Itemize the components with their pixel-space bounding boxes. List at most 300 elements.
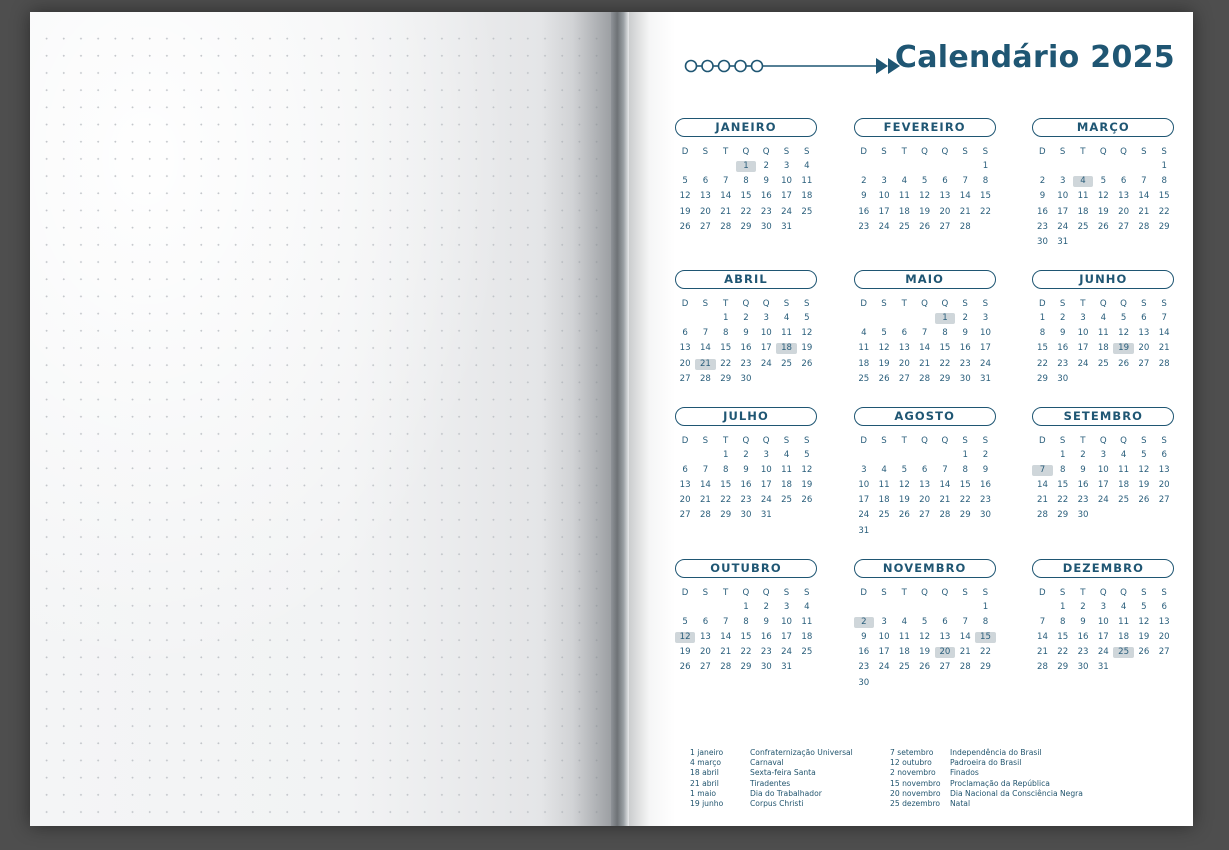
day-cell[interactable]: 12 xyxy=(919,191,931,202)
day-cell[interactable]: 18 xyxy=(858,358,870,369)
day-cell[interactable]: 29 xyxy=(1057,662,1069,673)
day-cell[interactable]: 14 xyxy=(1138,191,1150,202)
day-cell[interactable]: 19 xyxy=(801,480,813,491)
day-cell[interactable]: 4 xyxy=(804,601,810,612)
day-cell[interactable]: 26 xyxy=(1138,495,1150,506)
day-cell[interactable]: 19 xyxy=(919,206,931,217)
day-cell[interactable]: 24 xyxy=(760,495,772,506)
day-cell[interactable]: 9 xyxy=(1060,328,1066,339)
day-cell[interactable]: 30 xyxy=(760,662,772,673)
day-cell[interactable]: 8 xyxy=(982,616,989,627)
day-cell[interactable]: 25 xyxy=(781,358,793,369)
day-cell[interactable]: 23 xyxy=(760,647,772,658)
day-cell[interactable]: 10 xyxy=(878,632,890,642)
day-cell[interactable]: 19 xyxy=(1113,343,1133,354)
day-cell[interactable]: 6 xyxy=(1161,601,1167,612)
day-cell[interactable]: 30 xyxy=(959,373,971,384)
day-cell[interactable]: 20 xyxy=(1118,206,1130,217)
day-cell[interactable]: 8 xyxy=(982,176,989,187)
day-cell[interactable]: 4 xyxy=(783,449,790,460)
day-cell[interactable]: 19 xyxy=(1138,480,1150,491)
day-cell[interactable]: 14 xyxy=(699,343,711,354)
day-cell[interactable]: 11 xyxy=(1118,464,1130,475)
day-cell[interactable]: 26 xyxy=(801,358,813,369)
day-cell[interactable]: 5 xyxy=(1120,312,1127,323)
day-cell[interactable]: 23 xyxy=(1077,495,1089,506)
day-cell[interactable]: 2 xyxy=(743,449,749,460)
day-cell[interactable]: 12 xyxy=(1118,328,1130,339)
day-cell[interactable]: 1 xyxy=(743,601,749,612)
day-cell[interactable]: 18 xyxy=(776,343,796,354)
day-cell[interactable]: 30 xyxy=(980,510,991,521)
day-cell[interactable]: 21 xyxy=(695,359,715,370)
day-cell[interactable]: 26 xyxy=(919,662,931,673)
day-cell[interactable]: 11 xyxy=(878,480,890,491)
day-cell[interactable]: 27 xyxy=(1138,358,1150,369)
day-cell[interactable]: 8 xyxy=(1060,616,1066,627)
day-cell[interactable]: 9 xyxy=(743,464,749,475)
day-cell[interactable]: 24 xyxy=(878,221,890,232)
day-cell[interactable]: 6 xyxy=(901,328,908,339)
day-cell[interactable]: 29 xyxy=(720,510,732,521)
day-cell[interactable]: 8 xyxy=(942,328,948,339)
day-cell[interactable]: 17 xyxy=(980,343,991,354)
day-cell[interactable]: 17 xyxy=(760,480,772,491)
day-cell[interactable]: 28 xyxy=(1037,662,1048,673)
day-cell[interactable]: 18 xyxy=(781,480,793,491)
day-cell[interactable]: 18 xyxy=(1097,343,1109,354)
day-cell[interactable]: 20 xyxy=(699,206,711,217)
day-cell[interactable]: 16 xyxy=(740,343,752,354)
day-cell[interactable]: 9 xyxy=(861,632,867,642)
day-cell[interactable]: 12 xyxy=(679,191,691,202)
day-cell[interactable]: 13 xyxy=(1158,616,1170,627)
day-cell[interactable]: 10 xyxy=(878,191,890,202)
day-cell[interactable]: 28 xyxy=(959,662,971,673)
day-cell[interactable]: 17 xyxy=(1057,206,1069,217)
day-cell[interactable]: 2 xyxy=(1080,601,1086,612)
day-cell[interactable]: 17 xyxy=(781,632,793,642)
day-cell[interactable]: 2 xyxy=(1060,312,1066,323)
day-cell[interactable]: 25 xyxy=(858,373,870,384)
day-cell[interactable]: 11 xyxy=(781,464,793,475)
day-cell[interactable]: 12 xyxy=(675,632,695,643)
day-cell[interactable]: 21 xyxy=(939,495,951,506)
day-cell[interactable]: 7 xyxy=(921,328,928,339)
day-cell[interactable]: 17 xyxy=(878,647,890,658)
day-cell[interactable]: 12 xyxy=(898,480,910,491)
day-cell[interactable]: 5 xyxy=(1100,176,1107,187)
day-cell[interactable]: 5 xyxy=(1141,601,1147,612)
day-cell[interactable]: 23 xyxy=(980,495,991,506)
day-cell[interactable]: 19 xyxy=(1138,632,1150,642)
day-cell[interactable]: 31 xyxy=(858,525,870,536)
day-cell[interactable]: 2 xyxy=(854,617,874,628)
day-cell[interactable]: 17 xyxy=(878,206,890,217)
day-cell[interactable]: 22 xyxy=(1057,647,1069,658)
day-cell[interactable]: 13 xyxy=(919,480,931,491)
day-cell[interactable]: 5 xyxy=(682,176,688,187)
day-cell[interactable]: 25 xyxy=(878,510,890,521)
day-cell[interactable]: 14 xyxy=(1037,632,1048,642)
day-cell[interactable]: 13 xyxy=(1118,191,1130,202)
day-cell[interactable]: 1 xyxy=(736,161,756,172)
day-cell[interactable]: 17 xyxy=(760,343,772,354)
day-cell[interactable]: 26 xyxy=(801,495,813,506)
day-cell[interactable]: 1 xyxy=(1039,312,1046,323)
day-cell[interactable]: 25 xyxy=(1077,221,1089,232)
day-cell[interactable]: 15 xyxy=(1057,632,1069,642)
day-cell[interactable]: 29 xyxy=(740,221,752,232)
day-cell[interactable]: 4 xyxy=(1120,449,1127,460)
day-cell[interactable]: 26 xyxy=(898,510,910,521)
day-cell[interactable]: 23 xyxy=(959,358,971,369)
day-cell[interactable]: 12 xyxy=(801,328,813,339)
day-cell[interactable]: 26 xyxy=(1097,221,1109,232)
day-cell[interactable]: 12 xyxy=(1138,464,1150,475)
day-cell[interactable]: 18 xyxy=(898,206,910,217)
day-cell[interactable]: 9 xyxy=(743,328,749,339)
day-cell[interactable]: 20 xyxy=(919,495,931,506)
day-cell[interactable]: 15 xyxy=(1158,191,1170,202)
day-cell[interactable]: 11 xyxy=(1077,191,1089,202)
day-cell[interactable]: 28 xyxy=(939,510,951,521)
day-cell[interactable]: 8 xyxy=(1060,464,1066,475)
day-cell[interactable]: 28 xyxy=(720,662,732,673)
day-cell[interactable]: 25 xyxy=(801,206,813,217)
day-cell[interactable]: 10 xyxy=(760,464,772,475)
day-cell[interactable]: 2 xyxy=(962,312,968,323)
day-cell[interactable]: 31 xyxy=(760,510,772,521)
day-cell[interactable]: 26 xyxy=(919,221,931,232)
day-cell[interactable]: 21 xyxy=(959,647,971,658)
day-cell[interactable]: 6 xyxy=(921,464,928,475)
day-cell[interactable]: 20 xyxy=(679,358,691,369)
day-cell[interactable]: 30 xyxy=(1077,510,1089,521)
day-cell[interactable]: 8 xyxy=(1161,176,1167,187)
day-cell[interactable]: 23 xyxy=(740,358,752,369)
day-cell[interactable]: 28 xyxy=(1037,510,1048,521)
day-cell[interactable]: 10 xyxy=(781,176,793,187)
day-cell[interactable]: 29 xyxy=(740,662,752,673)
day-cell[interactable]: 17 xyxy=(858,495,870,506)
day-cell[interactable]: 29 xyxy=(939,373,951,384)
day-cell[interactable]: 18 xyxy=(1118,632,1130,642)
day-cell[interactable]: 22 xyxy=(720,358,732,369)
day-cell[interactable]: 2 xyxy=(861,176,867,187)
day-cell[interactable]: 30 xyxy=(740,510,752,521)
day-cell[interactable]: 27 xyxy=(898,373,910,384)
day-cell[interactable]: 28 xyxy=(1138,221,1150,232)
day-cell[interactable]: 6 xyxy=(702,176,709,187)
day-cell[interactable]: 10 xyxy=(781,616,793,627)
day-cell[interactable]: 11 xyxy=(858,343,870,354)
day-cell[interactable]: 1 xyxy=(722,449,729,460)
day-cell[interactable]: 31 xyxy=(980,373,991,384)
day-cell[interactable]: 5 xyxy=(921,616,928,627)
day-cell[interactable]: 8 xyxy=(722,328,729,339)
day-cell[interactable]: 12 xyxy=(878,343,890,354)
day-cell[interactable]: 24 xyxy=(1097,647,1109,658)
day-cell[interactable]: 14 xyxy=(959,191,971,202)
day-cell[interactable]: 5 xyxy=(1141,449,1147,460)
day-cell[interactable]: 31 xyxy=(1097,662,1109,673)
day-cell[interactable]: 6 xyxy=(1141,312,1147,323)
day-cell[interactable]: 2 xyxy=(982,449,989,460)
day-cell[interactable]: 3 xyxy=(982,312,989,323)
day-cell[interactable]: 22 xyxy=(740,647,752,658)
day-cell[interactable]: 4 xyxy=(804,161,810,171)
day-cell[interactable]: 10 xyxy=(760,328,772,339)
day-cell[interactable]: 21 xyxy=(720,206,732,217)
day-cell[interactable]: 11 xyxy=(781,328,793,339)
day-cell[interactable]: 27 xyxy=(919,510,931,521)
day-cell[interactable]: 2 xyxy=(763,161,770,171)
day-cell[interactable]: 26 xyxy=(878,373,890,384)
day-cell[interactable]: 31 xyxy=(1057,236,1069,247)
day-cell[interactable]: 15 xyxy=(939,343,951,354)
day-cell[interactable]: 22 xyxy=(959,495,971,506)
day-cell[interactable]: 2 xyxy=(743,312,749,323)
day-cell[interactable]: 23 xyxy=(760,206,772,217)
day-cell[interactable]: 17 xyxy=(1097,480,1109,491)
day-cell[interactable]: 2 xyxy=(763,601,770,612)
day-cell[interactable]: 22 xyxy=(720,495,732,506)
day-cell[interactable]: 6 xyxy=(702,616,709,627)
day-cell[interactable]: 29 xyxy=(980,662,991,673)
day-cell[interactable]: 26 xyxy=(679,221,691,232)
day-cell[interactable]: 7 xyxy=(702,464,709,475)
day-cell[interactable]: 14 xyxy=(919,343,931,354)
day-cell[interactable]: 13 xyxy=(1158,464,1170,475)
day-cell[interactable]: 15 xyxy=(975,632,995,643)
day-cell[interactable]: 28 xyxy=(1158,358,1170,369)
day-cell[interactable]: 16 xyxy=(1077,632,1089,642)
day-cell[interactable]: 6 xyxy=(942,616,948,627)
day-cell[interactable]: 18 xyxy=(801,191,813,202)
day-cell[interactable]: 5 xyxy=(921,176,928,187)
day-cell[interactable]: 7 xyxy=(1141,176,1147,187)
day-cell[interactable]: 22 xyxy=(1158,206,1170,217)
day-cell[interactable]: 27 xyxy=(1158,495,1170,506)
day-cell[interactable]: 7 xyxy=(962,616,968,627)
day-cell[interactable]: 7 xyxy=(722,176,729,187)
day-cell[interactable]: 9 xyxy=(962,328,968,339)
day-cell[interactable]: 1 xyxy=(1161,161,1167,171)
day-cell[interactable]: 16 xyxy=(858,647,870,658)
day-cell[interactable]: 12 xyxy=(801,464,813,475)
day-cell[interactable]: 16 xyxy=(740,480,752,491)
day-cell[interactable]: 6 xyxy=(682,328,688,339)
day-cell[interactable]: 24 xyxy=(878,662,890,673)
day-cell[interactable]: 7 xyxy=(1039,616,1046,627)
day-cell[interactable]: 11 xyxy=(801,176,813,187)
day-cell[interactable]: 24 xyxy=(1077,358,1089,369)
day-cell[interactable]: 10 xyxy=(980,328,991,339)
day-cell[interactable]: 23 xyxy=(1077,647,1089,658)
day-cell[interactable]: 18 xyxy=(898,647,910,658)
day-cell[interactable]: 27 xyxy=(699,662,711,673)
day-cell[interactable]: 28 xyxy=(699,373,711,384)
day-cell[interactable]: 16 xyxy=(959,343,971,354)
day-cell[interactable]: 27 xyxy=(939,662,951,673)
day-cell[interactable]: 23 xyxy=(858,662,870,673)
day-cell[interactable]: 16 xyxy=(1057,343,1069,354)
day-cell[interactable]: 15 xyxy=(1057,480,1069,491)
day-cell[interactable]: 19 xyxy=(1097,206,1109,217)
day-cell[interactable]: 3 xyxy=(1060,176,1066,187)
day-cell[interactable]: 18 xyxy=(801,632,813,642)
day-cell[interactable]: 31 xyxy=(781,662,793,673)
day-cell[interactable]: 21 xyxy=(1037,647,1048,658)
day-cell[interactable]: 3 xyxy=(763,449,770,460)
day-cell[interactable]: 1 xyxy=(1060,449,1066,460)
day-cell[interactable]: 5 xyxy=(901,464,908,475)
day-cell[interactable]: 16 xyxy=(980,480,991,491)
day-cell[interactable]: 27 xyxy=(699,221,711,232)
day-cell[interactable]: 14 xyxy=(959,632,971,642)
day-cell[interactable]: 13 xyxy=(939,632,951,642)
day-cell[interactable]: 11 xyxy=(898,191,910,202)
day-cell[interactable]: 21 xyxy=(1138,206,1150,217)
day-cell[interactable]: 11 xyxy=(801,616,813,627)
day-cell[interactable]: 7 xyxy=(962,176,968,187)
day-cell[interactable]: 13 xyxy=(939,191,951,202)
day-cell[interactable]: 31 xyxy=(781,221,793,232)
day-cell[interactable]: 25 xyxy=(898,662,910,673)
day-cell[interactable]: 5 xyxy=(804,449,810,460)
day-cell[interactable]: 4 xyxy=(861,328,867,339)
day-cell[interactable]: 1 xyxy=(722,312,729,323)
day-cell[interactable]: 9 xyxy=(1080,464,1086,475)
day-cell[interactable]: 11 xyxy=(898,632,910,642)
day-cell[interactable]: 26 xyxy=(1118,358,1130,369)
day-cell[interactable]: 15 xyxy=(740,191,752,202)
day-cell[interactable]: 30 xyxy=(1077,662,1089,673)
day-cell[interactable]: 3 xyxy=(783,601,790,612)
day-cell[interactable]: 4 xyxy=(783,312,790,323)
day-cell[interactable]: 10 xyxy=(858,480,870,491)
day-cell[interactable]: 29 xyxy=(1158,221,1170,232)
day-cell[interactable]: 2 xyxy=(1039,176,1046,187)
day-cell[interactable]: 16 xyxy=(760,191,772,202)
day-cell[interactable]: 6 xyxy=(682,464,688,475)
day-cell[interactable]: 14 xyxy=(720,191,732,202)
day-cell[interactable]: 4 xyxy=(901,176,908,187)
day-cell[interactable]: 30 xyxy=(740,373,752,384)
day-cell[interactable]: 25 xyxy=(801,647,813,658)
day-cell[interactable]: 3 xyxy=(1080,312,1086,323)
day-cell[interactable]: 27 xyxy=(679,373,691,384)
day-cell[interactable]: 20 xyxy=(939,206,951,217)
day-cell[interactable]: 3 xyxy=(763,312,770,323)
day-cell[interactable]: 7 xyxy=(722,616,729,627)
day-cell[interactable]: 23 xyxy=(858,221,870,232)
day-cell[interactable]: 20 xyxy=(935,647,955,658)
day-cell[interactable]: 5 xyxy=(881,328,887,339)
day-cell[interactable]: 21 xyxy=(1037,495,1048,506)
day-cell[interactable]: 28 xyxy=(699,510,711,521)
day-cell[interactable]: 2 xyxy=(1080,449,1086,460)
day-cell[interactable]: 7 xyxy=(942,464,948,475)
day-cell[interactable]: 20 xyxy=(1158,632,1170,642)
day-cell[interactable]: 14 xyxy=(1037,480,1048,491)
day-cell[interactable]: 4 xyxy=(901,616,908,627)
day-cell[interactable]: 21 xyxy=(699,495,711,506)
day-cell[interactable]: 14 xyxy=(720,632,732,642)
day-cell[interactable]: 19 xyxy=(878,358,890,369)
day-cell[interactable]: 8 xyxy=(743,176,749,187)
day-cell[interactable]: 15 xyxy=(959,480,971,491)
day-cell[interactable]: 30 xyxy=(858,677,870,688)
day-cell[interactable]: 13 xyxy=(699,632,711,642)
day-cell[interactable]: 24 xyxy=(781,647,793,658)
day-cell[interactable]: 6 xyxy=(1120,176,1127,187)
day-cell[interactable]: 20 xyxy=(1158,480,1170,491)
day-cell[interactable]: 15 xyxy=(720,343,732,354)
day-cell[interactable]: 24 xyxy=(781,206,793,217)
day-cell[interactable]: 3 xyxy=(1100,449,1107,460)
day-cell[interactable]: 16 xyxy=(858,206,870,217)
day-cell[interactable]: 29 xyxy=(959,510,971,521)
day-cell[interactable]: 9 xyxy=(982,464,989,475)
day-cell[interactable]: 23 xyxy=(1057,358,1069,369)
day-cell[interactable]: 27 xyxy=(939,221,951,232)
day-cell[interactable]: 21 xyxy=(959,206,971,217)
day-cell[interactable]: 20 xyxy=(1138,343,1150,354)
day-cell[interactable]: 25 xyxy=(1118,495,1130,506)
day-cell[interactable]: 17 xyxy=(1097,632,1109,642)
day-cell[interactable]: 19 xyxy=(679,647,691,658)
day-cell[interactable]: 23 xyxy=(1037,221,1048,232)
day-cell[interactable]: 16 xyxy=(1037,206,1048,217)
day-cell[interactable]: 19 xyxy=(801,343,813,354)
day-cell[interactable]: 28 xyxy=(720,221,732,232)
day-cell[interactable]: 13 xyxy=(898,343,910,354)
day-cell[interactable]: 22 xyxy=(1057,495,1069,506)
day-cell[interactable]: 1 xyxy=(1060,601,1066,612)
day-cell[interactable]: 30 xyxy=(1057,373,1069,384)
day-cell[interactable]: 15 xyxy=(740,632,752,642)
day-cell[interactable]: 1 xyxy=(935,313,955,324)
day-cell[interactable]: 1 xyxy=(982,161,989,171)
day-cell[interactable]: 7 xyxy=(702,328,709,339)
day-cell[interactable]: 25 xyxy=(781,495,793,506)
day-cell[interactable]: 15 xyxy=(720,480,732,491)
day-cell[interactable]: 23 xyxy=(740,495,752,506)
day-cell[interactable]: 25 xyxy=(898,221,910,232)
day-cell[interactable]: 11 xyxy=(1097,328,1109,339)
day-cell[interactable]: 29 xyxy=(1037,373,1048,384)
day-cell[interactable]: 17 xyxy=(1077,343,1089,354)
day-cell[interactable]: 8 xyxy=(722,464,729,475)
day-cell[interactable]: 7 xyxy=(1032,465,1052,476)
day-cell[interactable]: 4 xyxy=(881,464,887,475)
day-cell[interactable]: 10 xyxy=(1077,328,1089,339)
day-cell[interactable]: 29 xyxy=(720,373,732,384)
day-cell[interactable]: 15 xyxy=(1037,343,1048,354)
day-cell[interactable]: 4 xyxy=(1073,176,1093,187)
day-cell[interactable]: 8 xyxy=(1039,328,1046,339)
day-cell[interactable]: 20 xyxy=(679,495,691,506)
day-cell[interactable]: 5 xyxy=(682,616,688,627)
day-cell[interactable]: 25 xyxy=(1097,358,1109,369)
day-cell[interactable]: 22 xyxy=(980,647,991,658)
day-cell[interactable]: 8 xyxy=(962,464,968,475)
day-cell[interactable]: 12 xyxy=(919,632,931,642)
day-cell[interactable]: 5 xyxy=(804,312,810,323)
day-cell[interactable]: 24 xyxy=(1057,221,1069,232)
